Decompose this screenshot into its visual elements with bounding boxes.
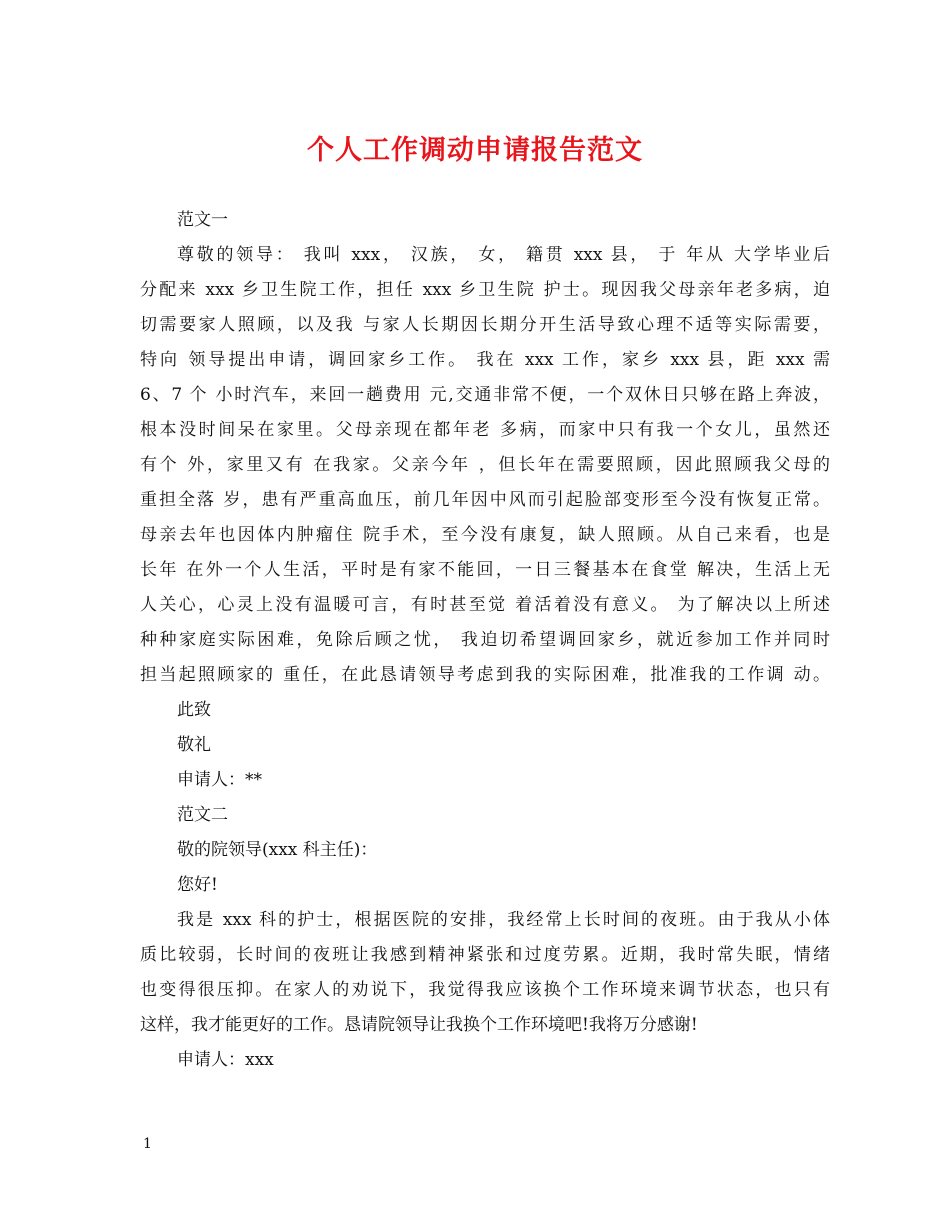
body-line: 长年 在外一个人生活，平时是有家不能回，一日三餐基本在食堂 解决，生活上无	[140, 560, 830, 580]
body-line: 种种家庭实际困难，免除后顾之忧， 我迫切希望调回家乡，就近参加工作并同时	[140, 630, 830, 650]
body-line: 我是 xxx 科的护士，根据医院的安排，我经常上长时间的夜班。由于我从小体	[177, 910, 830, 930]
body-line: 质比较弱，长时间的夜班让我感到精神紧张和过度劳累。近期，我时常失眠，情绪	[140, 945, 830, 965]
body-line: 担当起照顾家的 重任，在此恳请领导考虑到我的实际困难，批准我的工作调 动。	[140, 665, 830, 685]
closing-line: 此致	[177, 700, 211, 720]
body-line: 有个 外，家里又有 在我家。父亲今年 ，但长年在需要照顾，因此照顾我父母的	[140, 455, 830, 475]
body-line: 也变得很压抑。在家人的劝说下，我觉得我应该换个工作环境来调节状态，也只有	[140, 980, 830, 1000]
body-line: 分配来 xxx 乡卫生院工作，担任 xxx 乡卫生院 护士。现因我父母亲年老多病，迫	[140, 280, 830, 300]
signature-line: 申请人：xxx	[177, 1050, 274, 1070]
body-line: 切需要家人照顾，以及我 与家人长期因长期分开生活导致心理不适等实际需要，	[140, 315, 830, 335]
closing-line: 敬礼	[177, 735, 211, 755]
body-line: 特向 领导提出申请，调回家乡工作。 我在 xxx 工作，家乡 xxx 县，距 xxx 需	[140, 350, 830, 370]
body-line: 这样，我才能更好的工作。恳请院领导让我换个工作环境吧!我将万分感谢!	[140, 1015, 698, 1035]
body-line: 6、7 个 小时汽车，来回一趟费用 元,交通非常不便，一个双休日只够在路上奔波，	[140, 385, 830, 405]
signature-line: 申请人：**	[177, 770, 262, 790]
salutation-line: 敬的院领导(xxx 科主任)：	[177, 840, 378, 860]
body-line: 母亲去年也因体内肿瘤住 院手术，至今没有康复，缺人照顾。从自己来看，也是	[140, 525, 830, 545]
section-heading: 范文二	[177, 805, 228, 825]
section-heading: 范文一	[177, 210, 228, 230]
body-line: 人关心，心灵上没有温暖可言，有时甚至觉 着活着没有意义。 为了解决以上所述	[140, 595, 830, 615]
greeting-line: 您好!	[177, 875, 218, 895]
page-number: 1	[143, 1136, 152, 1152]
body-line: 尊敬的领导： 我叫 xxx， 汉族， 女， 籍贯 xxx 县， 于 年从 大学毕业后	[177, 245, 830, 265]
body-line: 根本没时间呆在家里。父母亲现在都年老 多病，而家中只有我一个女儿，虽然还	[140, 420, 830, 440]
body-line: 重担全落 岁，患有严重高血压，前几年因中风而引起脸部变形至今没有恢复正常。	[140, 490, 830, 510]
document-title: 个人工作调动申请报告范文	[307, 135, 643, 166]
